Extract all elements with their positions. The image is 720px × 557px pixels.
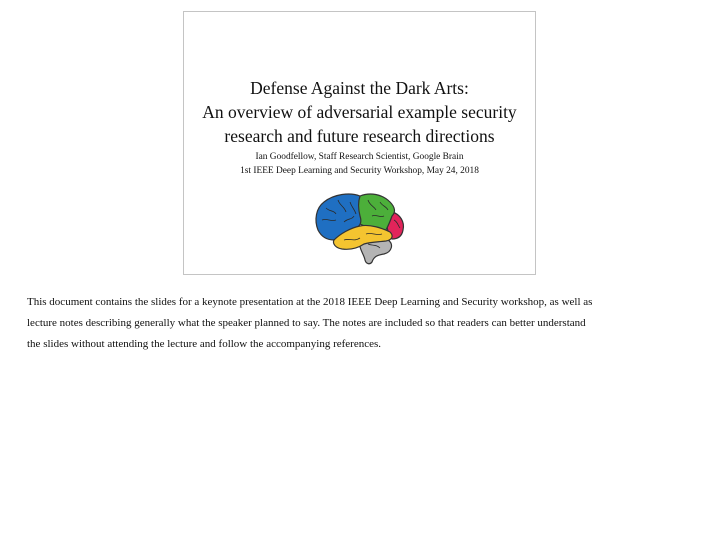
lecture-notes-intro xyxy=(27,292,687,355)
slide-author: Ian Goodfellow, Staff Research Scientist, Google Brain xyxy=(255,152,464,162)
slide-title-line-2: An overview of adversarial example security xyxy=(202,102,517,122)
notes-line-1: This document contains the slides for a keynote presentation at the 2018 IEEE Deep Learning and Security workshop, as well as xyxy=(27,296,593,308)
slide-title-line-1: Defense Against the Dark Arts: xyxy=(250,78,469,98)
notes-line-3: the slides without attending the lecture and follow the accompanying references. xyxy=(27,338,382,350)
slide-event: 1st IEEE Deep Learning and Security Workshop, May 24, 2018 xyxy=(240,166,479,176)
slide-title-line-3: research and future research directions xyxy=(224,126,495,146)
brain-parietal xyxy=(357,194,395,230)
notes-line-2: lecture notes describing generally what the speaker planned to say. The notes are included so that readers can better understand xyxy=(27,317,586,329)
title-slide xyxy=(183,11,536,275)
brain-icon xyxy=(310,186,410,266)
